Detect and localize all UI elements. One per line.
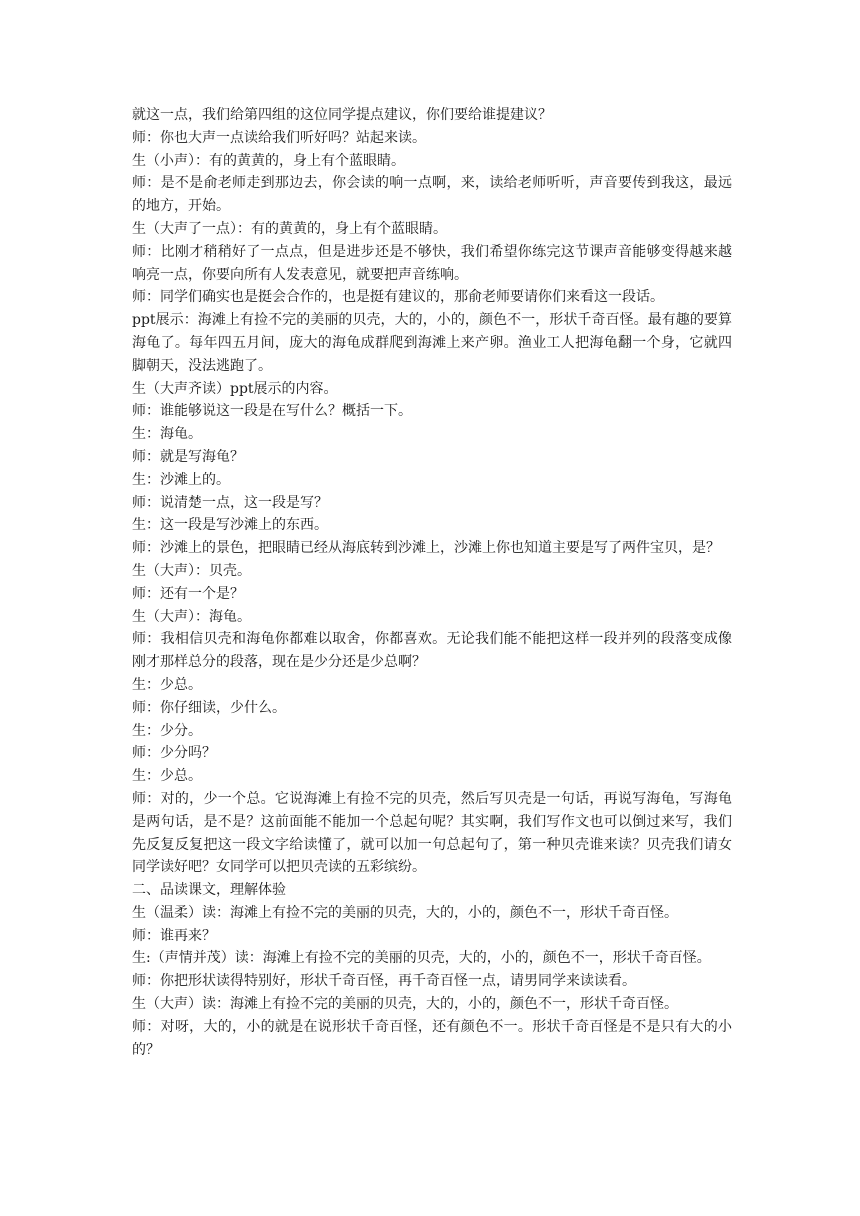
paragraph: 生:（声情并茂）读：海滩上有捡不完的美丽的贝壳，大的，小的，颜色不一，形状千奇百怪。 bbox=[132, 950, 711, 967]
paragraph: 生：少总。 bbox=[132, 676, 202, 693]
paragraph: 生：少分。 bbox=[132, 722, 202, 739]
paragraph: 师：对呀，大的，小的就是在说形状千奇百怪，还有颜色不一。形状千奇百怪是不是只有大的小的？ bbox=[132, 1018, 732, 1058]
paragraph: 生（大声齐读）ppt展示的内容。 bbox=[132, 380, 338, 397]
paragraph: 师：就是写海龟？ bbox=[132, 448, 244, 465]
paragraph: 生（小声）：有的黄黄的，身上有个蓝眼睛。 bbox=[132, 152, 405, 169]
paragraph: 师：是不是俞老师走到那边去，你会读的响一点啊，来，读给老师听听，声音要传到我这，最远的地方，开始。 bbox=[132, 175, 732, 215]
paragraph: 生（大声了一点）：有的黄黄的，身上有个蓝眼睛。 bbox=[132, 220, 447, 237]
paragraph: 生：这一段是写沙滩上的东西。 bbox=[132, 517, 328, 534]
paragraph: 师：你也大声一点读给我们听好吗？站起来读。 bbox=[132, 129, 426, 146]
paragraph: 生（大声）：贝壳。 bbox=[132, 562, 251, 579]
paragraph: 师：对的，少一个总。它说海滩上有捡不完的贝壳，然后写贝壳是一句话，再说写海龟，写海龟是两句话，是不是？这前面能不能加一个总起句呢？其实啊，我们写作文也可以倒过来写，我们先反复反复把这一段文字给读懂了，就可以加一句总起句了，第一种贝壳谁来读？贝壳我们请女同学读好吧？女同学可以把贝壳读的五彩缤纷。 bbox=[132, 790, 732, 876]
paragraph: 生（大声）：海龟。 bbox=[132, 608, 251, 625]
paragraph: 师：同学们确实也是挺会合作的，也是挺有建议的，那俞老师要请你们来看这一段话。 bbox=[132, 289, 664, 306]
paragraph: 生（大声）读：海滩上有捡不完的美丽的贝壳，大的，小的，颜色不一，形状千奇百怪。 bbox=[132, 996, 678, 1013]
paragraph: 就这一点，我们给第四组的这位同学提点建议，你们要给谁提建议？ bbox=[132, 107, 552, 123]
paragraph: 师：谁再来？ bbox=[132, 927, 216, 944]
paragraph: 生：少总。 bbox=[132, 768, 202, 785]
paragraph: 生：海龟。 bbox=[132, 426, 202, 443]
paragraph: 师：你把形状读得特别好，形状千奇百怪，再千奇百怪一点，请男同学来读读看。 bbox=[132, 973, 636, 990]
paragraph: ppt展示：海滩上有捡不完的美丽的贝壳，大的，小的，颜色不一，形状千奇百怪。最有趣的要算海龟了。每年四五月间，庞大的海龟成群爬到海滩上来产卵。渔业工人把海龟翻一个身，它就四脚朝天，没法逃跑了。 bbox=[132, 312, 732, 374]
paragraph: 师：你仔细读，少什么。 bbox=[132, 699, 286, 716]
paragraph: 师：说清楚一点，这一段是写？ bbox=[132, 494, 328, 511]
paragraph: 生：沙滩上的。 bbox=[132, 471, 230, 488]
paragraph: 生（温柔）读：海滩上有捡不完的美丽的贝壳，大的，小的，颜色不一，形状千奇百怪。 bbox=[132, 904, 678, 921]
document-body bbox=[132, 104, 732, 1061]
paragraph: 师：还有一个是？ bbox=[132, 585, 244, 602]
paragraph: 二、品读课文，理解体验 bbox=[132, 882, 286, 899]
paragraph: 师：比刚才稍稍好了一点点，但是进步还是不够快，我们希望你练完这节课声音能够变得越来越响亮一点，你要向所有人发表意见，就要把声音练响。 bbox=[132, 243, 732, 283]
paragraph: 师：沙滩上的景色，把眼睛已经从海底转到沙滩上，沙滩上你也知道主要是写了两件宝贝，是？ bbox=[132, 540, 720, 557]
paragraph: 师：谁能够说这一段是在写什么？概括一下。 bbox=[132, 403, 412, 420]
paragraph: 师：我相信贝壳和海龟你都难以取舍，你都喜欢。无论我们能不能把这样一段并列的段落变成像刚才那样总分的段落，现在是少分还是少总啊？ bbox=[132, 631, 732, 671]
paragraph: 师：少分吗？ bbox=[132, 745, 216, 762]
